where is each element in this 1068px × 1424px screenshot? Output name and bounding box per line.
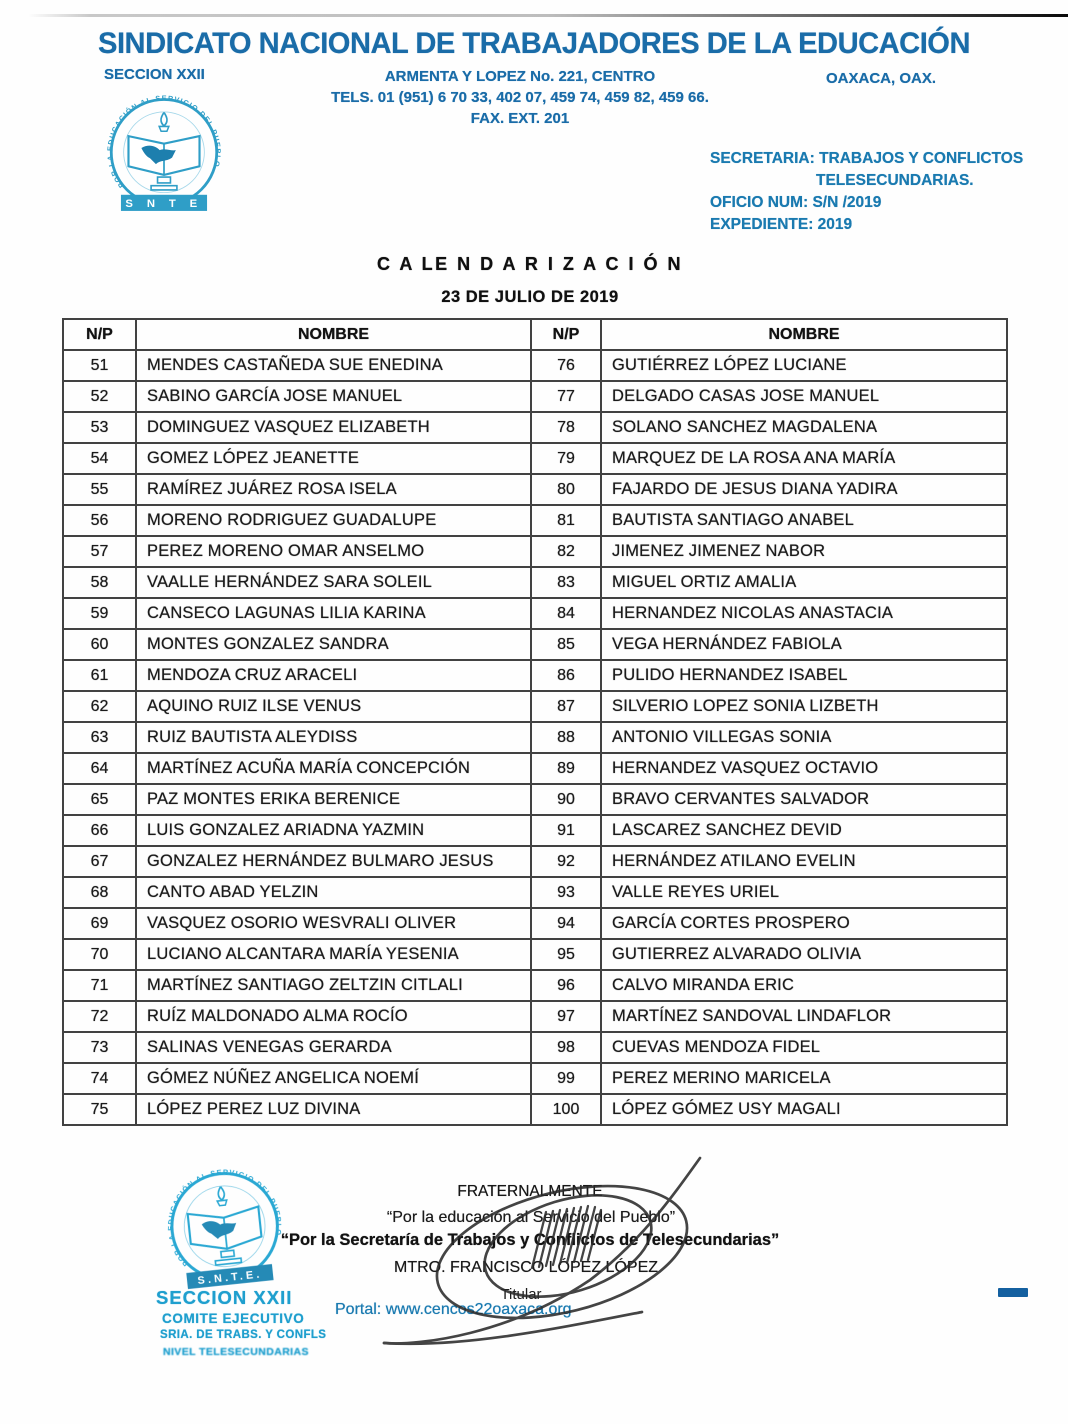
np-cell-right: 91 — [531, 815, 601, 846]
col-header-nombre-left: NOMBRE — [136, 319, 531, 350]
np-cell-left: 62 — [63, 691, 136, 722]
stamp-banner-text: S.N.T.E. — [197, 1268, 264, 1288]
name-cell-left: PAZ MONTES ERIKA BERENICE — [136, 784, 531, 815]
name-cell-right: GUTIERREZ ALVARADO OLIVIA — [601, 939, 1007, 970]
table-row — [63, 815, 1007, 846]
name-cell-left: DOMINGUEZ VASQUEZ ELIZABETH — [136, 412, 531, 443]
np-cell-right: 80 — [531, 474, 601, 505]
table-row — [63, 1094, 1007, 1125]
table-row — [63, 970, 1007, 1001]
np-cell-right: 93 — [531, 877, 601, 908]
signer-role: Titular — [500, 1286, 542, 1303]
np-cell-right: 78 — [531, 412, 601, 443]
flame-icon — [161, 112, 167, 125]
name-cell-right: HERNANDEZ VASQUEZ OCTAVIO — [601, 753, 1007, 784]
np-cell-left: 54 — [63, 443, 136, 474]
name-cell-right: LASCAREZ SANCHEZ DEVID — [601, 815, 1007, 846]
table-row — [63, 1001, 1007, 1032]
np-cell-left: 75 — [63, 1094, 136, 1125]
name-cell-left: AQUINO RUIZ ILSE VENUS — [136, 691, 531, 722]
portal-url: Portal: www.cencos22oaxaca.org — [335, 1301, 572, 1318]
name-cell-left: RUIZ BAUTISTA ALEYDISS — [136, 722, 531, 753]
table-row — [63, 381, 1007, 412]
np-cell-right: 92 — [531, 846, 601, 877]
np-cell-right: 95 — [531, 939, 601, 970]
name-cell-right: GARCÍA CORTES PROSPERO — [601, 908, 1007, 939]
table-row — [63, 567, 1007, 598]
fax-line: FAX. EXT. 201 — [470, 110, 570, 127]
stamp-nivel-label: NIVEL TELESECUNDARIAS — [163, 1346, 309, 1358]
np-cell-right: 94 — [531, 908, 601, 939]
signer-name: MTRO. FRANCISCO LÓPEZ LÓPEZ — [393, 1259, 659, 1276]
np-cell-left: 68 — [63, 877, 136, 908]
table-header-row — [63, 319, 1007, 350]
np-cell-right: 100 — [531, 1094, 601, 1125]
name-cell-left: MARTÍNEZ SANTIAGO ZELTZIN CITLALI — [136, 970, 531, 1001]
name-cell-left: MARTÍNEZ ACUÑA MARÍA CONCEPCIÓN — [136, 753, 531, 784]
name-cell-right: VALLE REYES URIEL — [601, 877, 1007, 908]
np-cell-left: 70 — [63, 939, 136, 970]
svg-text:POR LA EDUCACIÓN AL SERVICIO D — [160, 1162, 287, 1270]
name-cell-right: CUEVAS MENDOZA FIDEL — [601, 1032, 1007, 1063]
np-cell-left: 53 — [63, 412, 136, 443]
table-row — [63, 908, 1007, 939]
table-row — [63, 474, 1007, 505]
name-cell-left: GÓMEZ NÚÑEZ ANGELICA NOEMÍ — [136, 1063, 531, 1094]
secretaria-line2: TELESECUNDARIAS. — [816, 172, 974, 189]
np-cell-left: 65 — [63, 784, 136, 815]
snte-stamp-icon — [152, 1159, 299, 1299]
roster-table — [62, 318, 1008, 1126]
logo-ring-text: POR LA EDUCACIÓN AL SERVICIO DEL PUEBLO — [105, 93, 223, 190]
table-row — [63, 443, 1007, 474]
section-label: SECCION XXII — [104, 66, 205, 83]
name-cell-right: MIGUEL ORTIZ AMALIA — [601, 567, 1007, 598]
roster-body — [63, 350, 1007, 1125]
np-cell-left: 71 — [63, 970, 136, 1001]
name-cell-right: DELGADO CASAS JOSE MANUEL — [601, 381, 1007, 412]
table-row — [63, 660, 1007, 691]
table-row — [63, 753, 1007, 784]
np-cell-right: 99 — [531, 1063, 601, 1094]
oficio-line: OFICIO NUM: S/N /2019 — [710, 194, 882, 211]
name-cell-left: VASQUEZ OSORIO WESVRALI OLIVER — [136, 908, 531, 939]
logo-banner-text: S N T E — [125, 198, 203, 211]
np-cell-left: 69 — [63, 908, 136, 939]
name-cell-left: CANTO ABAD YELZIN — [136, 877, 531, 908]
np-cell-left: 61 — [63, 660, 136, 691]
table-row — [63, 536, 1007, 567]
np-cell-right: 98 — [531, 1032, 601, 1063]
table-row — [63, 691, 1007, 722]
np-cell-left: 51 — [63, 350, 136, 381]
name-cell-right: PEREZ MERINO MARICELA — [601, 1063, 1007, 1094]
np-cell-left: 57 — [63, 536, 136, 567]
np-cell-right: 83 — [531, 567, 601, 598]
name-cell-left: CANSECO LAGUNAS LILIA KARINA — [136, 598, 531, 629]
np-cell-right: 79 — [531, 443, 601, 474]
np-cell-left: 64 — [63, 753, 136, 784]
name-cell-right: GUTIÉRREZ LÓPEZ LUCIANE — [601, 350, 1007, 381]
table-row — [63, 722, 1007, 753]
np-cell-left: 55 — [63, 474, 136, 505]
name-cell-right: MARTÍNEZ SANDOVAL LINDAFLOR — [601, 1001, 1007, 1032]
np-cell-right: 77 — [531, 381, 601, 412]
fraternal-label: FRATERNALMENTE — [457, 1183, 603, 1200]
np-cell-left: 67 — [63, 846, 136, 877]
name-cell-right: JIMENEZ JIMENEZ NABOR — [601, 536, 1007, 567]
name-cell-left: RUÍZ MALDONADO ALMA ROCÍO — [136, 1001, 531, 1032]
np-cell-right: 88 — [531, 722, 601, 753]
name-cell-left: VAALLE HERNÁNDEZ SARA SOLEIL — [136, 567, 531, 598]
name-cell-left: GOMEZ LÓPEZ JEANETTE — [136, 443, 531, 474]
np-cell-right: 86 — [531, 660, 601, 691]
np-cell-left: 72 — [63, 1001, 136, 1032]
name-cell-right: SILVERIO LOPEZ SONIA LIZBETH — [601, 691, 1007, 722]
snte-logo-icon — [97, 92, 231, 219]
name-cell-right: BRAVO CERVANTES SALVADOR — [601, 784, 1007, 815]
table-row — [63, 846, 1007, 877]
city-label: OAXACA, OAX. — [825, 70, 936, 87]
table-row — [63, 784, 1007, 815]
tels-line: TELS. 01 (951) 6 70 33, 402 07, 459 74, 459 82, 459 66. — [331, 89, 709, 106]
motto-quote: “Por la educación al Servicio del Pueblo” — [386, 1209, 676, 1226]
name-cell-left: PEREZ MORENO OMAR ANSELMO — [136, 536, 531, 567]
stamp-sria-label: SRIA. DE TRABS. Y CONFLS — [160, 1329, 327, 1341]
secretaria-line: SECRETARIA: TRABAJOS Y CONFLICTOS — [710, 150, 1024, 167]
document-date: 23 DE JULIO DE 2019 — [441, 288, 619, 306]
col-header-np-right: N/P — [531, 319, 601, 350]
name-cell-left: LUCIANO ALCANTARA MARÍA YESENIA — [136, 939, 531, 970]
col-header-nombre-right: NOMBRE — [601, 319, 1007, 350]
name-cell-right: VEGA HERNÁNDEZ FABIOLA — [601, 629, 1007, 660]
np-cell-right: 97 — [531, 1001, 601, 1032]
address-line: ARMENTA Y LOPEZ No. 221, CENTRO — [384, 68, 656, 85]
name-cell-left: SABINO GARCÍA JOSE MANUEL — [136, 381, 531, 412]
name-cell-right: SOLANO SANCHEZ MAGDALENA — [601, 412, 1007, 443]
np-cell-right: 82 — [531, 536, 601, 567]
col-header-np-left: N/P — [63, 319, 136, 350]
np-cell-left: 74 — [63, 1063, 136, 1094]
name-cell-right: HERNANDEZ NICOLAS ANASTACIA — [601, 598, 1007, 629]
expediente-line: EXPEDIENTE: 2019 — [710, 216, 853, 233]
np-cell-left: 63 — [63, 722, 136, 753]
np-cell-right: 96 — [531, 970, 601, 1001]
name-cell-right: MARQUEZ DE LA ROSA ANA MARÍA — [601, 443, 1007, 474]
np-cell-left: 59 — [63, 598, 136, 629]
name-cell-left: MENDES CASTAÑEDA SUE ENEDINA — [136, 350, 531, 381]
np-cell-right: 84 — [531, 598, 601, 629]
np-cell-right: 81 — [531, 505, 601, 536]
table-row — [63, 877, 1007, 908]
stamp-seccion-label: SECCION XXII — [156, 1287, 293, 1308]
scan-artifact-line — [28, 14, 1068, 17]
table-row — [63, 1063, 1007, 1094]
np-cell-right: 90 — [531, 784, 601, 815]
name-cell-left: RAMÍREZ JUÁREZ ROSA ISELA — [136, 474, 531, 505]
name-cell-left: MORENO RODRIGUEZ GUADALUPE — [136, 505, 531, 536]
name-cell-right: HERNÁNDEZ ATILANO EVELIN — [601, 846, 1007, 877]
office-info-block — [710, 148, 1023, 236]
scan-artifact-dash — [998, 1288, 1028, 1297]
stamp-ring-text: POR LA EDUCACIÓN AL SERVICIO DEL PUEBLO — [165, 1167, 284, 1269]
stamp-comite-label: COMITE EJECUTIVO — [162, 1311, 305, 1326]
np-cell-right: 76 — [531, 350, 601, 381]
name-cell-left: LÓPEZ PEREZ LUZ DIVINA — [136, 1094, 531, 1125]
name-cell-right: BAUTISTA SANTIAGO ANABEL — [601, 505, 1007, 536]
name-cell-left: MONTES GONZALEZ SANDRA — [136, 629, 531, 660]
name-cell-right: CALVO MIRANDA ERIC — [601, 970, 1007, 1001]
table-row — [63, 1032, 1007, 1063]
np-cell-right: 87 — [531, 691, 601, 722]
table-row — [63, 505, 1007, 536]
name-cell-left: MENDOZA CRUZ ARACELI — [136, 660, 531, 691]
secretaria-quote: “Por la Secretaría de Trabajos y Conflictos de Telesecundarias” — [280, 1231, 780, 1249]
table-row — [63, 629, 1007, 660]
name-cell-left: SALINAS VENEGAS GERARDA — [136, 1032, 531, 1063]
name-cell-left: LUIS GONZALEZ ARIADNA YAZMIN — [136, 815, 531, 846]
name-cell-right: FAJARDO DE JESUS DIANA YADIRA — [601, 474, 1007, 505]
signature-ink — [360, 1140, 780, 1360]
np-cell-left: 66 — [63, 815, 136, 846]
table-row — [63, 939, 1007, 970]
np-cell-left: 58 — [63, 567, 136, 598]
org-title: SINDICATO NACIONAL DE TRABAJADORES DE LA EDUCACIÓN — [98, 27, 970, 60]
np-cell-left: 73 — [63, 1032, 136, 1063]
np-cell-right: 89 — [531, 753, 601, 784]
np-cell-left: 60 — [63, 629, 136, 660]
table-row — [63, 350, 1007, 381]
name-cell-left: GONZALEZ HERNÁNDEZ BULMARO JESUS — [136, 846, 531, 877]
table-row — [63, 412, 1007, 443]
table-row — [63, 598, 1007, 629]
document-title: C A LE N D A R I Z A C I Ó N — [377, 254, 683, 274]
np-cell-left: 56 — [63, 505, 136, 536]
name-cell-right: ANTONIO VILLEGAS SONIA — [601, 722, 1007, 753]
np-cell-right: 85 — [531, 629, 601, 660]
name-cell-right: LÓPEZ GÓMEZ USY MAGALI — [601, 1094, 1007, 1125]
name-cell-right: PULIDO HERNANDEZ ISABEL — [601, 660, 1007, 691]
np-cell-left: 52 — [63, 381, 136, 412]
